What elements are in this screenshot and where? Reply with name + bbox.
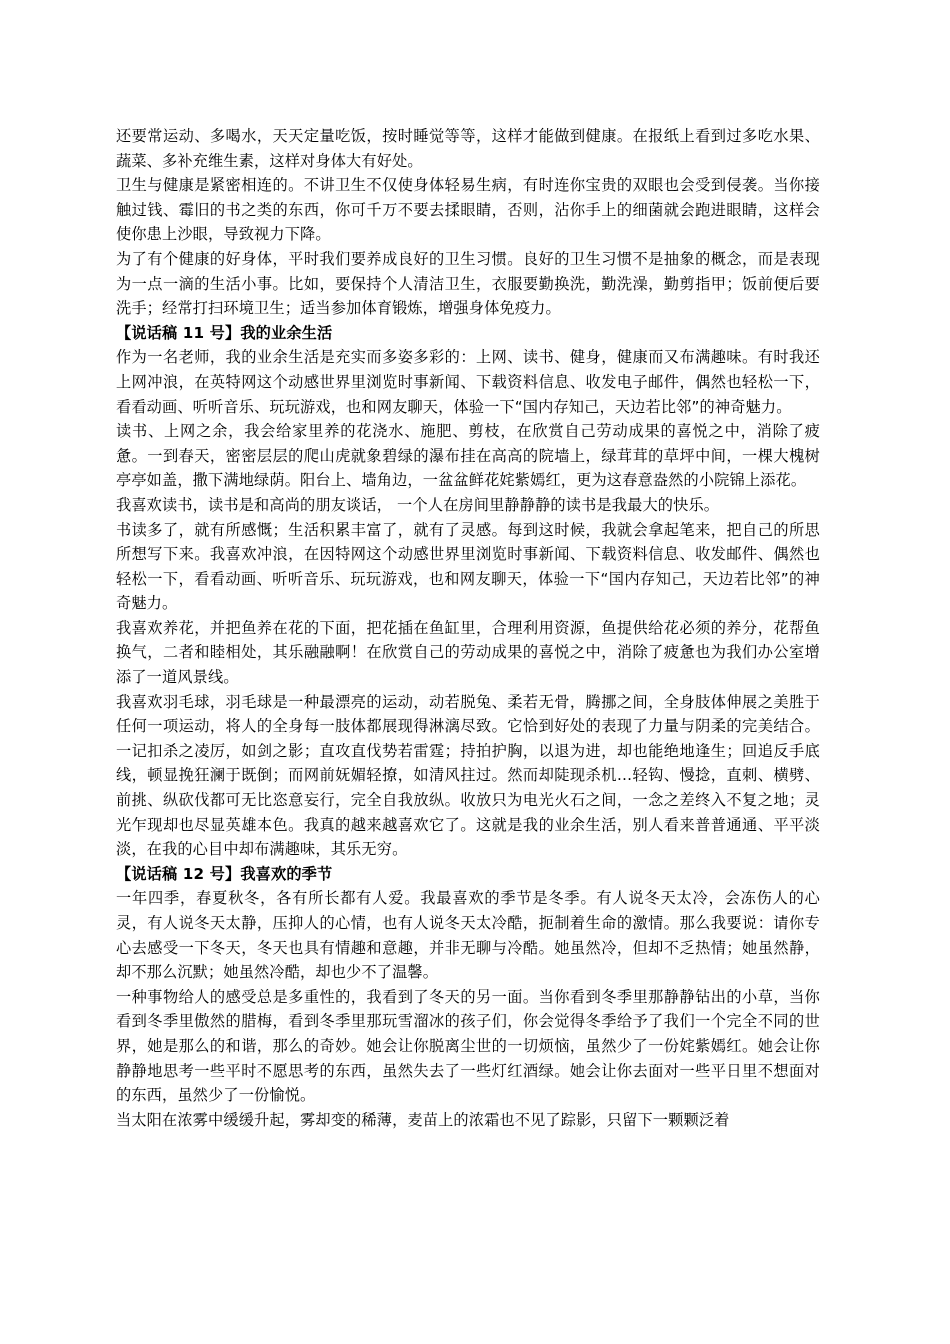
paragraph: 当太阳在浓雾中缓缓升起，雾却变的稀薄，麦苗上的浓霜也不见了踪影，只留下一颗颗泛着 [116,1110,730,1129]
paragraph: 我喜欢养花，并把鱼养在花的下面，把花插在鱼缸里，合理利用资源，鱼提供给花必须的养分，花帮鱼换气，二者和睦相处，其乐融融啊！在欣赏自己的劳动成果的喜悦之中，消除了疲惫也为我们办公室增添了一道风景线。 [116,618,820,687]
paragraph: 我喜欢羽毛球，羽毛球是一种最漂亮的运动，动若脱兔、柔若无骨，腾挪之间，全身肢体伸展之美胜于任何一项运动，将人的全身每一肢体都展现得淋漓尽致。它恰到好处的表现了力量与阴柔的完美结合。一记扣杀之凌厉，如剑之影；直攻直伐势若雷霆；持拍护胸，以退为进，却也能绝地逢生；回追反手底线，顿显挽狂澜于既倒；而网前妩媚轻撩，如清风拄过。然而却陡现杀机…轻钩、慢捻，直刺、横劈、前挑、纵砍伐都可无比恣意妄行，完全自我放纵。收放只为电光火石之间，一念之差终入不复之地；灵光乍现却也尽显英雄本色。我真的越来越喜欢它了。这就是我的业余生活，别人看来普普通通、平平淡淡，在我的心目中却布满趣味，其乐无穷。 [116,692,820,859]
section-heading-12: 【说话稿 12 号】我喜欢的季节 [116,864,333,883]
paragraph: 我喜欢读书，读书是和高尚的朋友谈话， 一个人在房间里静静静的读书是我最大的快乐。 [116,495,720,514]
paragraph: 卫生与健康是紧密相连的。不讲卫生不仅使身体轻易生病，有时连你宝贵的双眼也会受到侵袭。当你接触过钱、霉旧的书之类的东西，你可千万不要去揉眼睛，否则，沾你手上的细菌就会跑进眼睛，这样会使你患上沙眼，导致视力下降。 [116,176,820,244]
paragraph: 读书、上网之余，我会给家里养的花浇水、施肥、剪枝，在欣赏自己劳动成果的喜悦之中，消除了疲惫。一到春天，密密层层的爬山虎就象碧绿的瀑布挂在高高的院墙上，绿茸茸的草坪中间，一棵大槐树亭亭如盖，撒下满地绿荫。阳台上、墙角边，一盆盆鲜花姹紫嫣红，更为这春意盎然的小院锦上添花。 [116,422,820,490]
section-heading-11: 【说话稿 11 号】我的业余生活 [116,323,333,342]
paragraph: 还要常运动、多喝水，天天定量吃饭，按时睡觉等等，这样才能做到健康。在报纸上看到过多吃水果、蔬菜、多补充维生素，这样对身体大有好处。 [116,127,820,170]
paragraph: 一年四季，春夏秋冬，各有所长都有人爱。我最喜欢的季节是冬季。有人说冬天太冷，会冻伤人的心灵，有人说冬天太静，压抑人的心情，也有人说冬天太冷酷，扼制着生命的激情。那么我要说：请你专心去感受一下冬天，冬天也具有情趣和意趣，并非无聊与冷酷。她虽然冷，但却不乏热情；她虽然静，却不那么沉默；她虽然冷酷，却也少不了温馨。 [116,889,820,982]
document-page [116,124,820,1132]
paragraph: 书读多了，就有所感慨；生活积累丰富了，就有了灵感。每到这时候，我就会拿起笔来，把自己的所思所想写下来。我喜欢冲浪，在因特网这个动感世界里浏览时事新闻、下载资料信息、收发邮件、偶然也轻松一下，看看动画、听听音乐、玩玩游戏，也和网友聊天，体验一下“国内存知己，天边若比邻”的神奇魅力。 [116,520,820,613]
paragraph: 一种事物给人的感受总是多重性的，我看到了冬天的另一面。当你看到冬季里那静静钻出的小草，当你看到冬季里傲然的腊梅，看到冬季里那玩雪溜冰的孩子们，你会觉得冬季给予了我们一个完全不同的世界，她是那么的和谐，那么的奇妙。她会让你脱离尘世的一切烦恼，虽然少了一份姹紫嫣红。她会让你静静地思考一些平时不愿思考的东西，虽然失去了一些灯红酒绿。她会让你去面对一些平日里不想面对的东西，虽然少了一份愉悦。 [116,987,820,1105]
paragraph: 为了有个健康的好身体，平时我们要养成良好的卫生习惯。良好的卫生习惯不是抽象的概念，而是表现为一点一滴的生活小事。比如，要保持个人清洁卫生，衣服要勤换洗，勤洗澡，勤剪指甲；饭前便后要洗手；经常打扫环境卫生；适当参加体育锻炼，增强身体免疫力。 [116,249,820,318]
paragraph: 作为一名老师，我的业余生活是充实而多姿多彩的：上网、读书、健身，健康而又布满趣味。有时我还上网冲浪，在英特网这个动感世界里浏览时事新闻、下载资料信息、收发电子邮件，偶然也轻松一下，看看动画、听听音乐、玩玩游戏，也和网友聊天，体验一下“国内存知己，天边若比邻”的神奇魅力。 [116,348,820,416]
